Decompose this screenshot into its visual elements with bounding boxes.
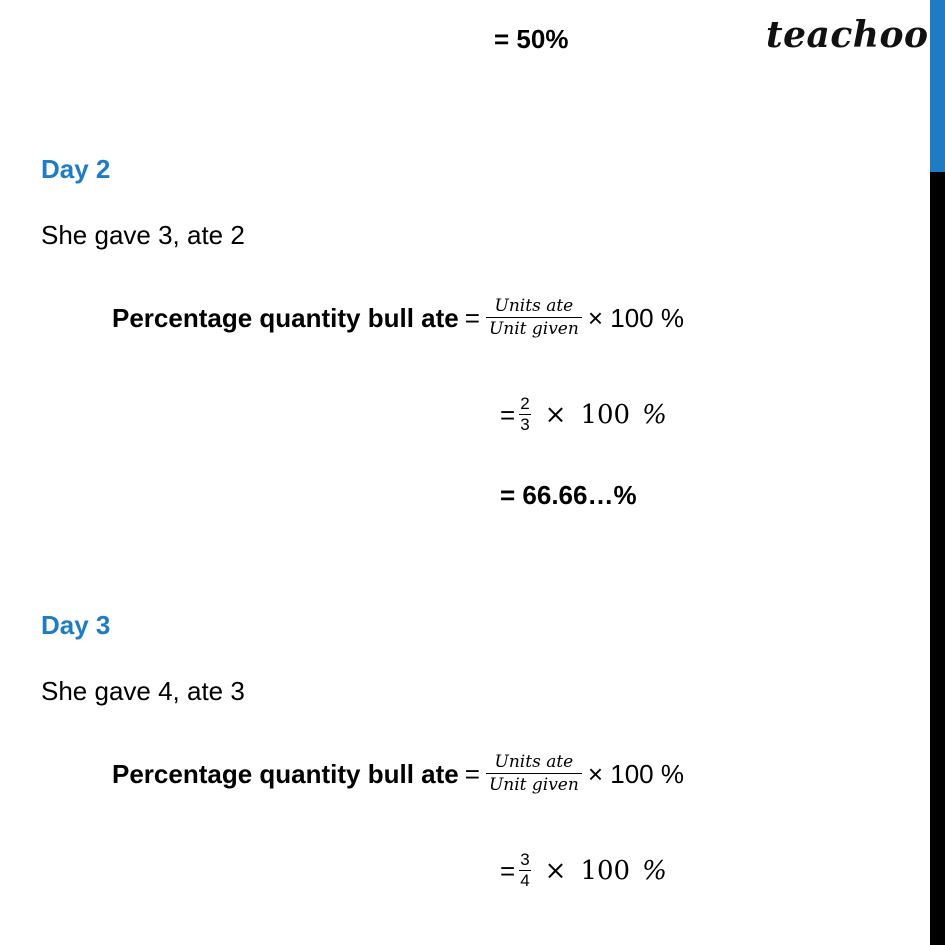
teachoo-logo: teachoo (766, 14, 929, 56)
equals-sign: = (500, 399, 516, 430)
previous-result: = 50% (494, 24, 569, 54)
times-sign: × (544, 855, 567, 886)
day-3-heading: Day 3 (41, 610, 111, 640)
times-sign: × (544, 399, 567, 430)
day-2-step (500, 394, 667, 435)
hundred: 100 (580, 399, 631, 430)
day-2-formula (112, 295, 684, 340)
fraction-numerator: 3 (520, 850, 530, 869)
multiplier: × 100 % (587, 758, 684, 789)
equals-sign: = (464, 758, 480, 789)
equals-sign: = (500, 855, 516, 886)
value-fraction (519, 850, 530, 891)
day-3-statement: She gave 4, ate 3 (41, 676, 245, 706)
hundred: 100 (580, 855, 631, 886)
day-2-result: = 66.66…% (500, 480, 637, 510)
fraction-denominator: Unit given (488, 775, 579, 795)
percent-sign: % (642, 855, 667, 886)
fraction-denominator: 4 (520, 871, 530, 890)
fraction-denominator: Unit given (488, 319, 579, 339)
fraction-denominator: 3 (520, 415, 530, 434)
scrollbar-track[interactable] (930, 0, 945, 945)
units-fraction (486, 751, 582, 796)
formula-label: Percentage quantity bull ate (112, 302, 459, 333)
fraction-numerator: Units ate (494, 752, 574, 772)
day-2-statement: She gave 3, ate 2 (41, 220, 245, 250)
day-3-formula (112, 751, 684, 796)
equals-sign: = (464, 302, 480, 333)
day-3-step (500, 850, 667, 891)
multiplier: × 100 % (587, 302, 684, 333)
formula-label: Percentage quantity bull ate (112, 758, 459, 789)
day-2-heading: Day 2 (41, 154, 111, 184)
scrollbar-thumb[interactable] (930, 0, 945, 172)
value-fraction (519, 394, 530, 435)
fraction-numerator: 2 (520, 394, 530, 413)
units-fraction (486, 295, 582, 340)
fraction-numerator: Units ate (494, 296, 574, 316)
percent-sign: % (642, 399, 667, 430)
